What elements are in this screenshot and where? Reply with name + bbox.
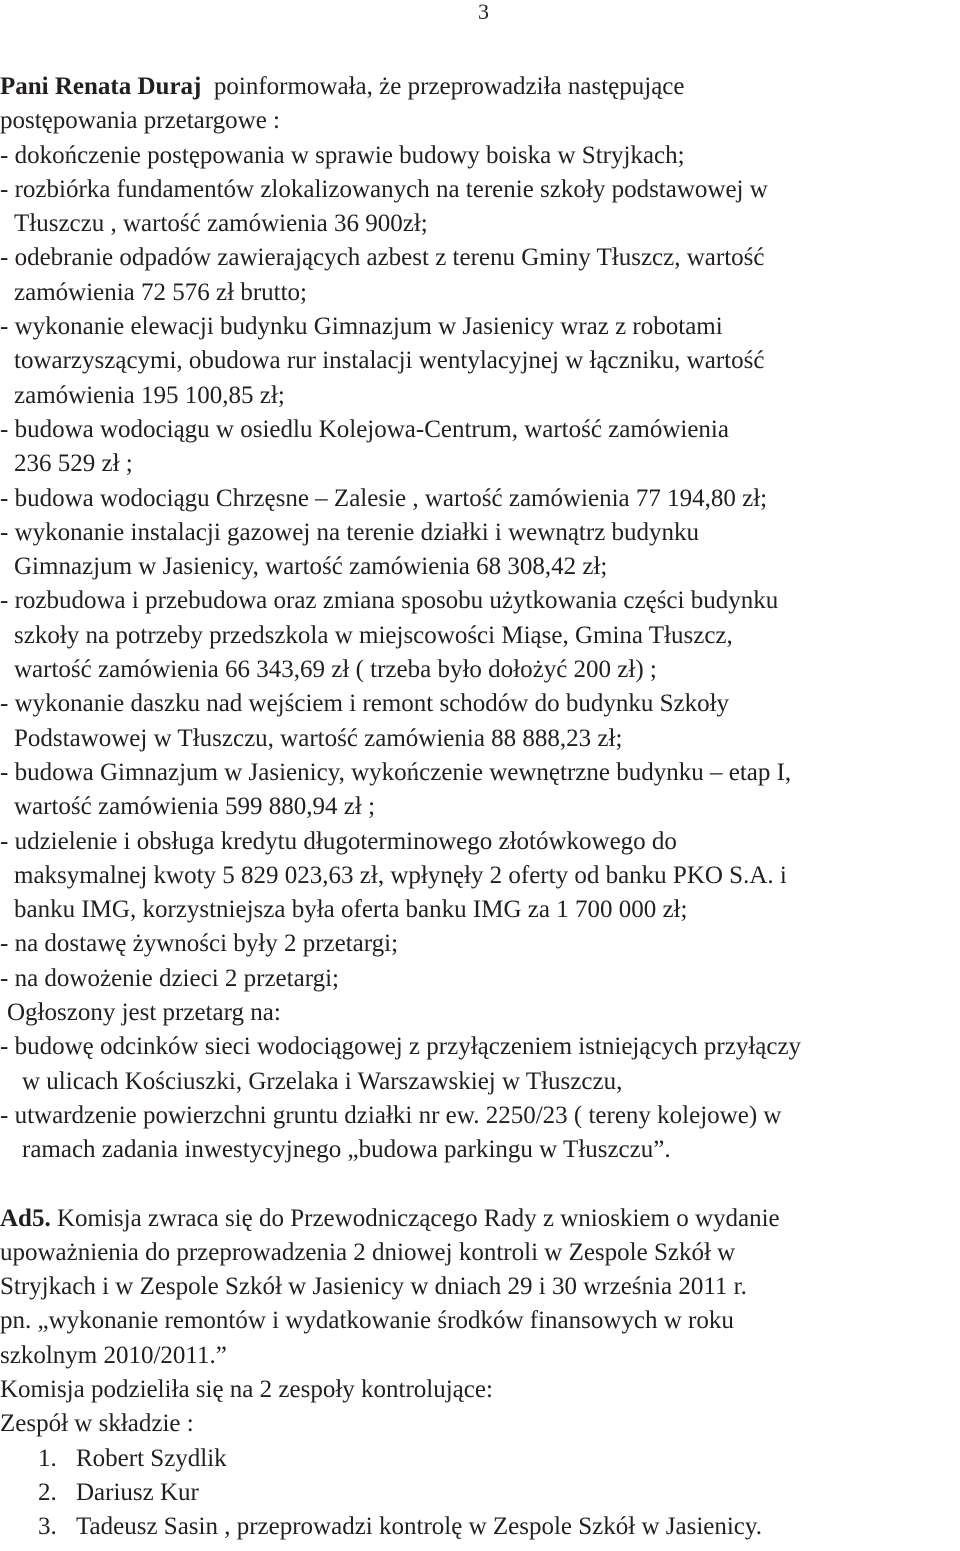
text-line: postępowania przetargowe : [0, 107, 280, 135]
text-line: - wykonanie daszku nad wejściem i remont schodów do budynku Szkoły [0, 690, 730, 718]
text-line: Komisja zwraca się do Przewodniczącego Rady z wnioskiem o wydanie [56, 1204, 780, 1232]
text-line: poinformowała, że przeprowadziła następujące [213, 73, 685, 100]
text-line: Ogłoszony jest przetarg na: [7, 999, 281, 1027]
text-line: - dokończenie postępowania w sprawie budowy boiska w Stryjkach; [0, 141, 685, 169]
text-line: towarzyszącymi, obudowa rur instalacji wentylacyjnej w łączniku, wartość [14, 347, 765, 375]
text-line: pn. „wykonanie remontów i wydatkowanie środków finansowych w roku [0, 1307, 734, 1335]
text-line: Podstawowej w Tłuszczu, wartość zamówienia 88 888,23 zł; [14, 724, 623, 752]
list-number: 3. [38, 1513, 57, 1541]
member-name: Robert Szydlik [76, 1444, 227, 1472]
document-body [0, 70, 960, 1544]
speaker-name: Pani Renata Duraj [0, 73, 202, 100]
text-line: wartość zamówienia 66 343,69 zł ( trzeba było dołożyć 200 zł) ; [14, 656, 657, 684]
text-line: - odebranie odpadów zawierających azbest z terenu Gminy Tłuszcz, wartość [0, 244, 765, 272]
text-line: - budowa Gimnazjum w Jasienicy, wykończenie wewnętrzne budynku – etap I, [0, 758, 792, 786]
list-item [0, 1476, 960, 1510]
member-name: Dariusz Kur [76, 1478, 199, 1506]
text-line: - budowa wodociągu w osiedlu Kolejowa-Centrum, wartość zamówienia [0, 415, 729, 443]
text-line: ramach zadania inwestycyjnego „budowa parkingu w Tłuszczu”. [22, 1136, 671, 1164]
text-line: zamówienia 72 576 zł brutto; [14, 278, 307, 306]
text-line: szkolnym 2010/2011.” [0, 1341, 227, 1369]
paragraph-gap [0, 1168, 960, 1202]
list-number: 1. [38, 1444, 57, 1472]
text-line: - wykonanie instalacji gazowej na terenie działki i wewnątrz budynku [0, 518, 700, 546]
text-line: - rozbiórka fundamentów zlokalizowanych na terenie szkoły podstawowej w [0, 175, 768, 203]
text-line: upoważnienia do przeprowadzenia 2 dniowej kontroli w Zespole Szkół w [0, 1238, 736, 1266]
text-line: maksymalnej kwoty 5 829 023,63 zł, wpłynęły 2 oferty od banku PKO S.A. i [14, 861, 787, 889]
text-line: Komisja podzieliła się na 2 zespoły kontrolujące: [0, 1375, 493, 1403]
text-line: - na dowożenie dzieci 2 przetargi; [0, 964, 339, 992]
text-line: zamówienia 195 100,85 zł; [14, 381, 285, 409]
text-line: - budowę odcinków sieci wodociągowej z przyłączeniem istniejących przyłączy [0, 1033, 802, 1061]
member-name: Tadeusz Sasin , przeprowadzi kontrolę w Zespole Szkół w Jasienicy. [76, 1513, 763, 1541]
page-number: 3 [478, 0, 489, 24]
text-line: 236 529 zł ; [14, 450, 133, 478]
list-number: 2. [38, 1478, 57, 1506]
text-line: wartość zamówienia 599 880,94 zł ; [14, 793, 376, 821]
ad5-label: Ad5. [0, 1204, 51, 1232]
list-item [0, 1442, 960, 1476]
text-line: - udzielenie i obsługa kredytu długoterminowego złotówkowego do [0, 827, 677, 855]
text-line: - budowa wodociągu Chrzęsne – Zalesie , wartość zamówienia 77 194,80 zł; [0, 484, 768, 512]
list-item [0, 1510, 960, 1544]
paragraph-first-line [0, 70, 960, 104]
text-line: Stryjkach i w Zespole Szkół w Jasienicy w dniach 29 i 30 września 2011 r. [0, 1273, 747, 1301]
text-line: szkoły na potrzeby przedszkola w miejscowości Miąse, Gmina Tłuszcz, [14, 621, 733, 649]
text-line: - utwardzenie powierzchni gruntu działki nr ew. 2250/23 ( tereny kolejowe) w [0, 1101, 782, 1129]
text-line: w ulicach Kościuszki, Grzelaka i Warszawskiej w Tłuszczu, [22, 1067, 623, 1095]
text-line: banku IMG, korzystniejsza była oferta banku IMG za 1 700 000 zł; [14, 896, 688, 924]
text-line: - rozbudowa i przebudowa oraz zmiana sposobu użytkowania części budynku [0, 587, 779, 615]
text-line: - wykonanie elewacji budynku Gimnazjum w Jasienicy wraz z robotami [0, 313, 723, 341]
text-line: Tłuszczu , wartość zamówienia 36 900zł; [14, 210, 428, 238]
text-line: - na dostawę żywności były 2 przetargi; [0, 930, 399, 958]
text-line: Gimnazjum w Jasienicy, wartość zamówienia 68 308,42 zł; [14, 553, 608, 581]
ad5-first-line [0, 1202, 960, 1236]
text-line: Zespół w składzie : [0, 1410, 194, 1438]
